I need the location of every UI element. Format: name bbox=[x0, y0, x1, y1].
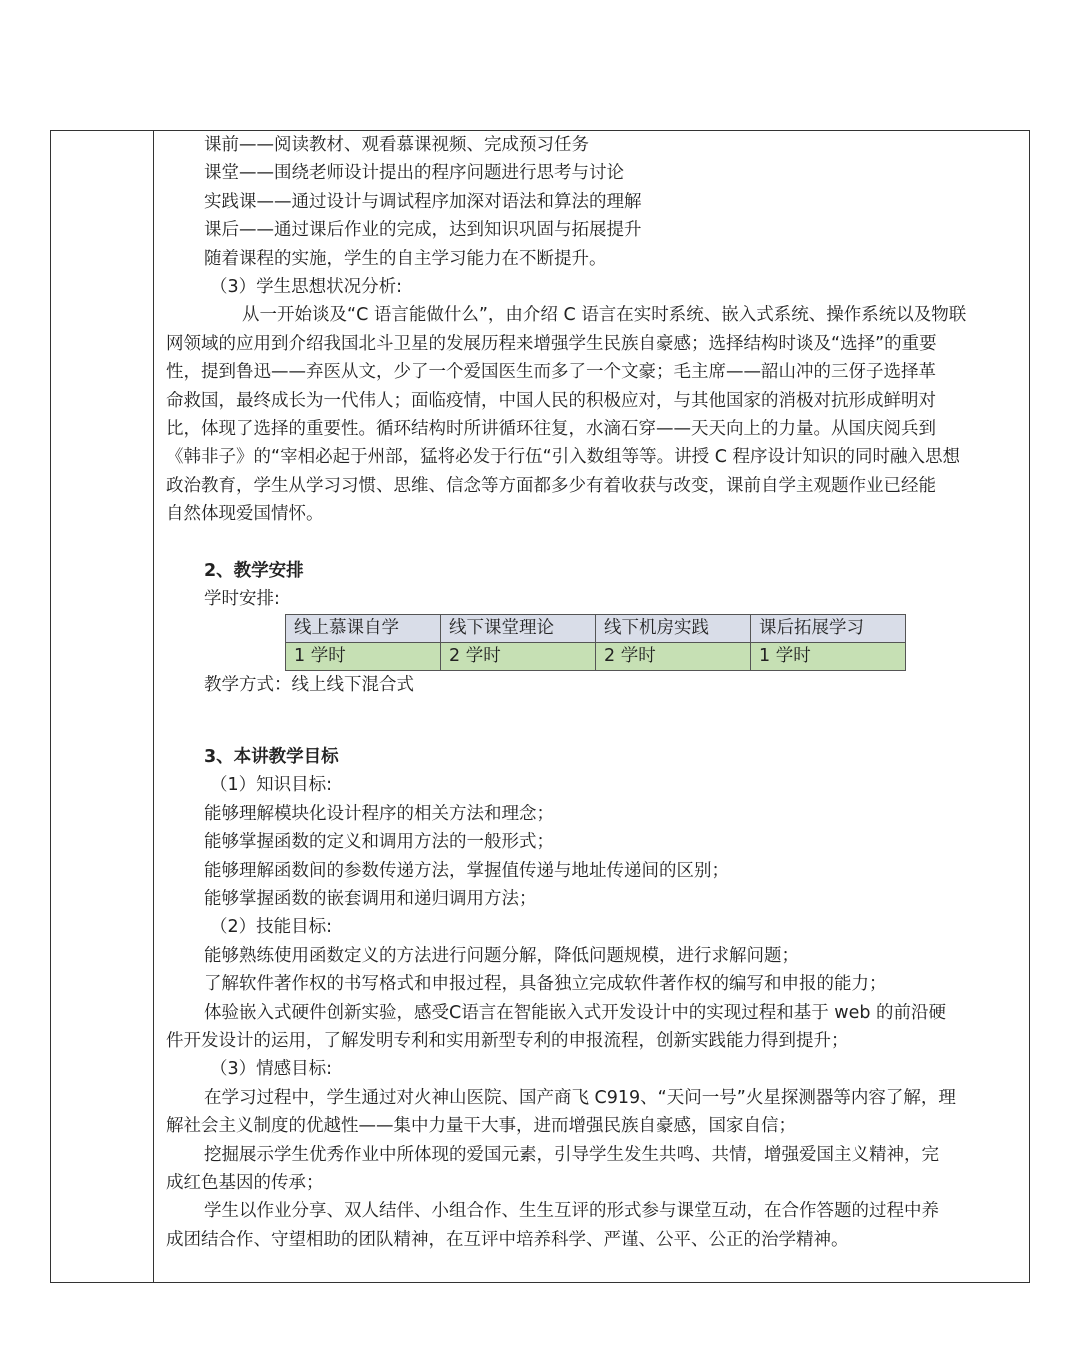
text-line: 能够掌握函数的定义和调用方法的一般形式； bbox=[204, 832, 554, 853]
text-line: 性，提到鲁迅——弃医从文，少了一个爱国医生而多了一个文豪；毛主席——韶山冲的三伢子选择革 bbox=[166, 362, 936, 383]
schedule-label: 学时安排: bbox=[204, 589, 280, 610]
text-line: 学生以作业分享、双人结伴、小组合作、生生互评的形式参与课堂互动，在合作答题的过程中养 bbox=[204, 1201, 939, 1222]
text-line: 了解软件著作权的书写格式和申报过程，具备独立完成软件著作权的编写和申报的能力； bbox=[204, 974, 887, 995]
table-cell: 2 学时 bbox=[441, 642, 596, 670]
label-column bbox=[51, 131, 154, 1282]
text-line: 课后——通过课后作业的完成，达到知识巩固与拓展提升 bbox=[204, 220, 642, 241]
text-line: 随着课程的实施，学生的自主学习能力在不断提升。 bbox=[204, 248, 607, 269]
table-header-row bbox=[286, 614, 906, 642]
subheading: （3）情感目标: bbox=[210, 1059, 333, 1080]
text-line: 挖掘展示学生优秀作业中所体现的爱国元素，引导学生发生共鸣、共情，增强爱国主义精神，完 bbox=[204, 1144, 939, 1165]
table-row bbox=[286, 642, 906, 670]
text-line: 体验嵌入式硬件创新实验，感受C语言在智能嵌入式开发设计中的实现过程和基于 web 的前沿硬 bbox=[204, 1002, 947, 1023]
document-table bbox=[50, 130, 1030, 1283]
content-column bbox=[154, 131, 1029, 1282]
analysis-heading: （3）学生思想状况分析: bbox=[210, 276, 403, 297]
text-line: 实践课——通过设计与调试程序加深对语法和算法的理解 bbox=[204, 191, 642, 212]
text-line: 件开发设计的运用，了解发明专利和实用新型专利的申报流程，创新实践能力得到提升； bbox=[166, 1030, 849, 1051]
text-line: 比，体现了选择的重要性。循环结构时所讲循环往复，水滴石穿——天天向上的力量。从国庆阅兵到 bbox=[166, 418, 936, 439]
text-line: 命救国，最终成长为一代伟人；面临疫情，中国人民的积极应对，与其他国家的消极对抗形成鲜明对 bbox=[166, 390, 936, 411]
text-line: 从一开始谈及“C 语言能做什么”，由介绍 C 语言在实时系统、嵌入式系统、操作系统以及物联 bbox=[242, 305, 967, 326]
text-line: 成团结合作、守望相助的团队精神，在互评中培养科学、严谨、公平、公正的治学精神。 bbox=[166, 1229, 849, 1250]
text-line: 解社会主义制度的优越性——集中力量干大事，进而增强民族自豪感，国家自信； bbox=[166, 1116, 796, 1137]
text-line: 能够理解模块化设计程序的相关方法和理念； bbox=[204, 803, 554, 824]
table-cell: 1 学时 bbox=[286, 642, 441, 670]
section-heading: 3、本讲教学目标 bbox=[204, 747, 339, 768]
text-line: 在学习过程中，学生通过对火神山医院、国产商飞 C919、“天问一号”火星探测器等内容了解，理 bbox=[204, 1087, 956, 1108]
subheading: （1）知识目标: bbox=[210, 775, 333, 796]
text-line: 能够掌握函数的嵌套调用和递归调用方法； bbox=[204, 888, 537, 909]
text-line: 网领域的应用到介绍我国北斗卫星的发展历程来增强学生民族自豪感；选择结构时谈及“选择”的重要 bbox=[166, 333, 937, 354]
text-line: 课堂——围绕老师设计提出的程序问题进行思考与讨论 bbox=[204, 163, 624, 184]
table-header-cell: 线下机房实践 bbox=[596, 614, 751, 642]
text-line: 政治教育，学生从学习习惯、思维、信念等方面都多少有着收获与改变，课前自学主观题作业已经能 bbox=[166, 475, 936, 496]
blank-space bbox=[166, 699, 1021, 743]
text-line: 课前——阅读教材、观看慕课视频、完成预习任务 bbox=[204, 135, 589, 155]
text-line: 能够熟练使用函数定义的方法进行问题分解，降低问题规模，进行求解问题； bbox=[204, 945, 799, 966]
section-heading: 2、教学安排 bbox=[204, 560, 304, 581]
subheading: （2）技能目标: bbox=[210, 917, 333, 938]
table-header-cell: 线上慕课自学 bbox=[286, 614, 441, 642]
text-line: 《韩非子》的“宰相必起于州部，猛将必发于行伍“引入数组等等。讲授 C 程序设计知识的同时融入思想 bbox=[166, 447, 960, 468]
blank-line bbox=[166, 528, 1021, 556]
text-line: 成红色基因的传承； bbox=[166, 1172, 324, 1193]
text-line: 自然体现爱国情怀。 bbox=[166, 504, 324, 525]
table-cell: 1 学时 bbox=[751, 642, 906, 670]
table-cell: 2 学时 bbox=[596, 642, 751, 670]
table-header-cell: 线下课堂理论 bbox=[441, 614, 596, 642]
schedule-table bbox=[285, 614, 906, 671]
text-line: 能够理解函数间的参数传递方法，掌握值传递与地址传递间的区别； bbox=[204, 860, 729, 881]
teaching-method: 教学方式：线上线下混合式 bbox=[204, 674, 414, 695]
table-header-cell: 课后拓展学习 bbox=[751, 614, 906, 642]
